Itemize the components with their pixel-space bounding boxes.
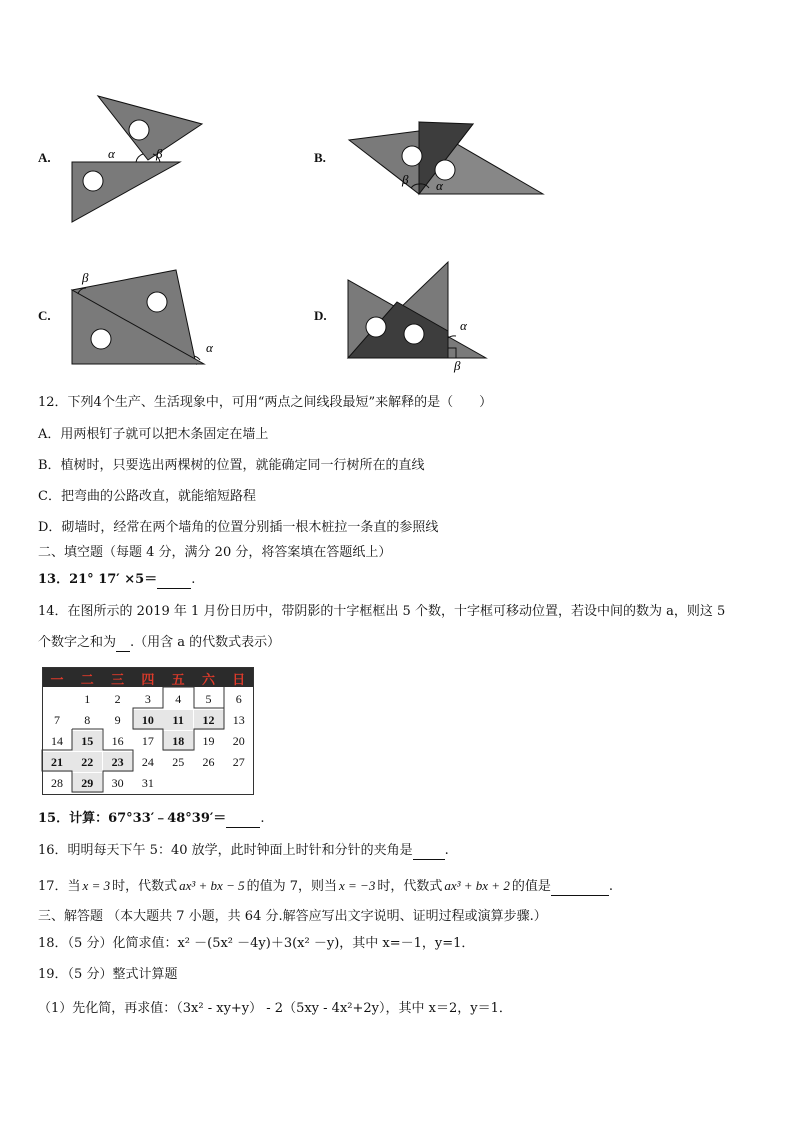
q17-condition2: x = −3 <box>339 878 376 893</box>
q12-stem: 12．下列4个生产、生活现象中，可用“两点之间线段最短”来解释的是（ ） <box>38 395 493 410</box>
calendar-day-cell: 7 <box>54 713 60 727</box>
calendar-weekday: 三 <box>111 673 125 688</box>
alpha-label: α <box>460 318 467 333</box>
alpha-label: α <box>436 178 443 193</box>
calendar-weekday: 六 <box>201 673 215 688</box>
option-c-figure <box>66 266 226 368</box>
q12-option-b: B．植树时，只要选出两棵树的位置，就能确定同一行树所在的直线 <box>38 458 425 473</box>
alpha-label: α <box>108 146 115 161</box>
calendar-weekday: 日 <box>232 673 246 688</box>
beta-label: β <box>82 270 89 285</box>
q12-option-c: C．把弯曲的公路改直，就能缩短路程 <box>38 489 256 504</box>
option-d-label: D. <box>314 308 327 323</box>
section3-heading: 三、解答题 （本大题共 7 小题，共 64 分.解答应写出文字说明、证明过程或演算步骤.） <box>38 909 547 924</box>
calendar-day-cell: 13 <box>232 713 245 727</box>
q17-part2: 时，代数式 <box>112 879 178 894</box>
calendar-day-cell: 4 <box>175 692 182 706</box>
q18: 18．（5 分）化简求值：x² －(5x² －4y)＋3(x² －y)，其中 x=－1，y=1． <box>38 936 475 951</box>
q17-part5: 的值是 <box>511 879 551 894</box>
q13-text: 13．21° 17′ ×5＝ <box>38 572 158 587</box>
q13 <box>38 571 195 589</box>
q12-option-d: D．砌墙时，经常在两个墙角的位置分别插一根木桩拉一条直的参照线 <box>38 520 439 535</box>
calendar-day-cell: 5 <box>205 692 212 706</box>
calendar-day-cell: 23 <box>103 752 133 772</box>
q17-part1: 17．当 <box>38 879 81 894</box>
calendar-day-cell: 15 <box>72 731 102 751</box>
q19: 19．（5 分）整式计算题 <box>38 967 178 982</box>
q19-part1: （1）先化简，再求值：（3x² - xy+y） - 2（5xy - 4x²+2y），其中 x＝2，y＝1． <box>38 1001 512 1016</box>
q16-blank <box>413 845 445 860</box>
q17-part4: 时，代数式 <box>377 879 443 894</box>
calendar-day-cell: 22 <box>72 752 102 772</box>
calendar-day-cell: 8 <box>84 713 91 727</box>
calendar-day-cell: 14 <box>51 734 63 748</box>
calendar-day-cell: 2 <box>114 692 121 706</box>
calendar-day-cell: 18 <box>163 731 193 751</box>
calendar <box>42 667 254 795</box>
q12-option-a: A．用两根钉子就可以把木条固定在墙上 <box>38 427 269 442</box>
calendar-day-cell: 16 <box>111 734 124 748</box>
option-d-figure <box>346 258 496 373</box>
q17-blank <box>551 881 609 896</box>
calendar-weekday: 四 <box>141 673 155 688</box>
q17 <box>38 877 613 896</box>
calendar-grid-lines <box>42 667 254 795</box>
calendar-day-cell: 31 <box>141 776 154 790</box>
q16-end: . <box>444 843 449 858</box>
calendar-day-cell: 3 <box>144 692 151 706</box>
option-a-label: A. <box>38 150 51 165</box>
q16-text: 16．明明每天下午 5：40 放学，此时钟面上时针和分针的夹角是 <box>38 843 413 858</box>
q13-end: . <box>191 572 196 587</box>
beta-label: β <box>156 146 163 161</box>
calendar-day-cell: 6 <box>235 692 242 706</box>
calendar-day-cell: 20 <box>232 734 245 748</box>
calendar-day-cell: 9 <box>114 713 121 727</box>
q14-line1: 14．在图所示的 2019 年 1 月份日历中，带阴影的十字框框出 5 个数，十字框可移动位置，若设中间的数为 a，则这 5 <box>38 604 726 619</box>
beta-label: β <box>402 172 409 187</box>
calendar-day-cell: 10 <box>133 710 163 730</box>
calendar-day-cell: 21 <box>42 752 72 772</box>
q14-line2 <box>38 634 280 652</box>
q17-expression1: ax³ + bx − 5 <box>179 878 245 893</box>
q16 <box>38 842 449 860</box>
q17-condition1: x = 3 <box>82 878 111 893</box>
calendar-day-cell: 12 <box>194 710 224 730</box>
option-b-label: B. <box>314 150 326 165</box>
calendar-day-cell: 17 <box>141 734 154 748</box>
q14-blank <box>116 637 130 652</box>
calendar-day-cell: 29 <box>72 773 102 793</box>
calendar-weekday: 一 <box>50 673 64 688</box>
alpha-label: α <box>206 340 213 355</box>
q15-text: 15．计算：67°33′﹣48°39′＝ <box>38 811 227 826</box>
calendar-weekday: 五 <box>171 673 185 688</box>
q13-blank <box>157 574 191 589</box>
calendar-weekday: 二 <box>80 673 94 688</box>
q15-end: . <box>260 811 265 826</box>
calendar-day-cell: 30 <box>111 776 124 790</box>
calendar-day-cell: 25 <box>172 755 185 769</box>
calendar-day-cell: 11 <box>163 710 193 730</box>
calendar-day-cell: 24 <box>141 755 154 769</box>
calendar-day-cell: 26 <box>202 755 215 769</box>
calendar-day-cell: 27 <box>232 755 245 769</box>
q14-line2b: .（用含 a 的代数式表示） <box>130 635 281 650</box>
option-a-figure <box>60 90 220 230</box>
q17-expression2: ax³ + bx + 2 <box>444 878 510 893</box>
section2-heading: 二、填空题（每题 4 分，满分 20 分，将答案填在答题纸上） <box>38 545 392 560</box>
q15-blank <box>226 813 260 828</box>
q14-line2a: 个数字之和为 <box>38 635 117 650</box>
calendar-day-cell: 28 <box>51 776 63 790</box>
q17-part3: 的值为 7，则当 <box>246 879 337 894</box>
calendar-day-cell: 19 <box>202 734 215 748</box>
calendar-day-cell: 1 <box>84 692 91 706</box>
option-c-label: C. <box>38 308 51 323</box>
option-b-figure <box>345 118 545 198</box>
q17-end: . <box>608 879 613 894</box>
q15 <box>38 810 264 828</box>
beta-label: β <box>454 358 461 373</box>
